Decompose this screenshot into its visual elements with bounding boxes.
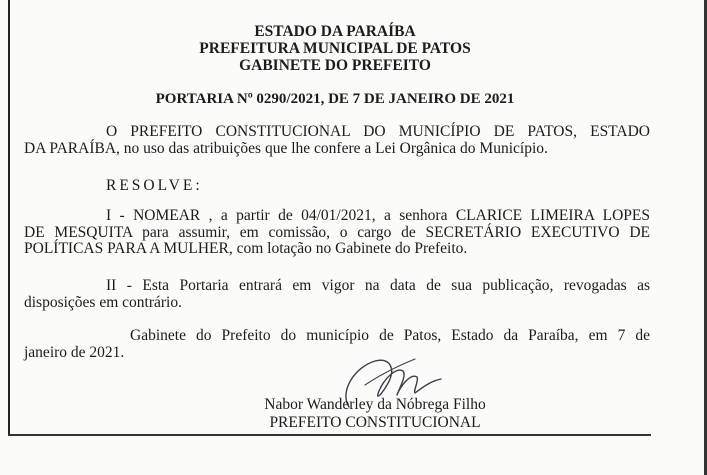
header-state: ESTADO DA PARAÍBA [254, 23, 416, 40]
article-1-line-1: I - NOMEAR , a partir de 04/01/2021, a senhora CLARICE LIMEIRA LOPES [106, 207, 650, 224]
preamble-paragraph [24, 124, 650, 157]
signatory-role: PREFEITO CONSTITUCIONAL [269, 414, 481, 431]
resolve-label: RESOLVE: [106, 177, 203, 194]
preamble-line-1: O PREFEITO CONSTITUCIONAL DO MUNICÍPIO DE PATOS, ESTADO [106, 123, 650, 140]
article-2-paragraph [24, 278, 650, 311]
preamble-line-2: DA PARAÍBA, no uso das atribuições que lhe confere a Lei Orgânica do Município. [24, 139, 548, 157]
header-prefecture: PREFEITURA MUNICIPAL DE PATOS [199, 40, 471, 57]
article-1-paragraph [24, 208, 650, 258]
bottom-border-line [8, 434, 651, 436]
signatory-name: Nabor Wanderley da Nóbrega Filho [264, 396, 486, 413]
header-office: GABINETE DO PREFEITO [239, 57, 431, 74]
document-title: PORTARIA Nº 0290/2021, DE 7 DE JANEIRO DE 2021 [155, 91, 515, 107]
article-2-line-1: II - Esta Portaria entrará em vigor na data de sua publicação, revogadas as [106, 277, 650, 294]
article-1-line-3: POLÍTICAS PARA A MULHER, com lotação no Gabinete do Prefeito. [24, 240, 468, 257]
article-2-line-2: disposições em contrário. [24, 293, 182, 311]
article-1-line-2: DE MESQUITA para assumir, em comissão, o cargo de SECRETÁRIO EXECUTIVO DE [24, 223, 650, 241]
closing-line-1: Gabinete do Prefeito do município de Patos, Estado da Paraíba, em 7 de [130, 327, 650, 344]
closing-line-2: janeiro de 2021. [24, 343, 125, 361]
